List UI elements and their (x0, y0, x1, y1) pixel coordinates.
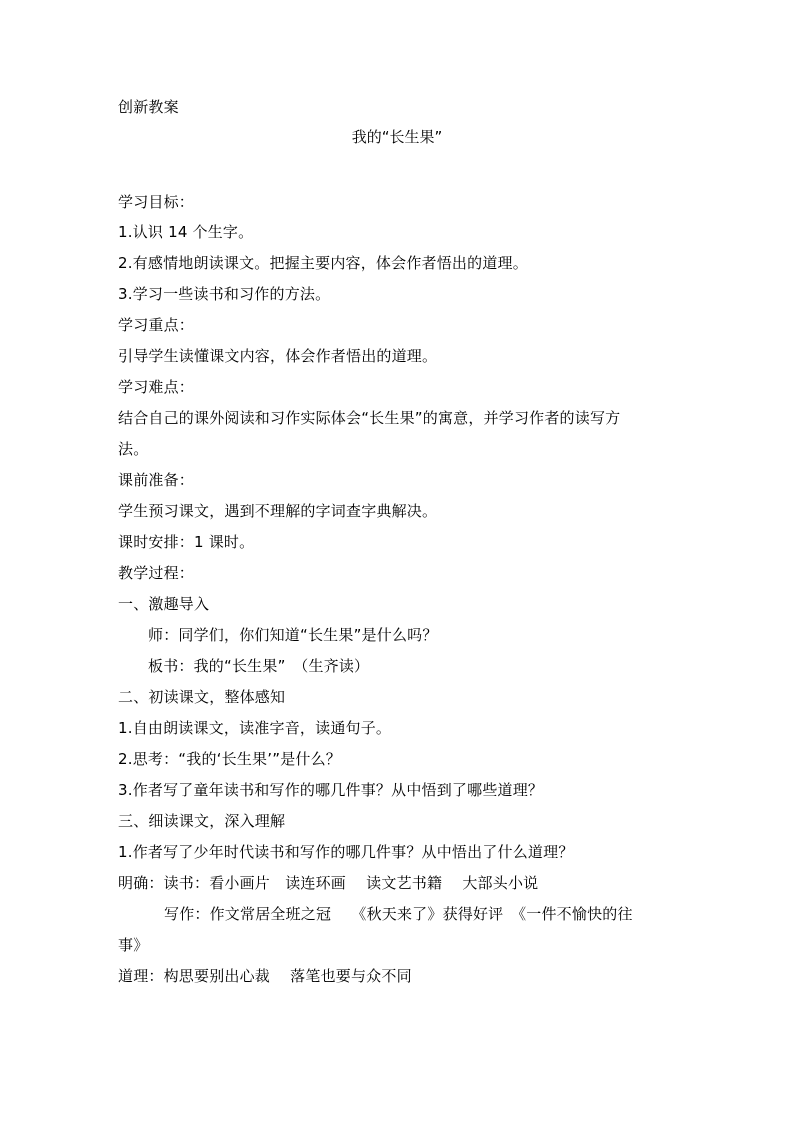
blackboard-text: 板书：我的“长生果” （生齐读） (148, 657, 370, 675)
clarify-writing-text-line-2: 事》 (118, 936, 149, 954)
section-heading-process: 教学过程： (118, 564, 195, 582)
objective-item-1: 1.认识 14 个生字。 (118, 223, 254, 241)
objective-item-2: 2.有感情地朗读课文。把握主要内容，体会作者悟出的道理。 (118, 254, 528, 272)
difficulties-text-line-2: 法。 (118, 440, 149, 458)
step-2-item-1: 1.自由朗读课文，读准字音，读通句子。 (118, 719, 392, 737)
class-hours-text: 课时安排：1 课时。 (118, 533, 255, 551)
objective-item-3: 3.学习一些读书和习作的方法。 (118, 285, 331, 303)
step-3-item-1: 1.作者写了少年时代读书和写作的哪几件事？从中悟出了什么道理？ (118, 843, 574, 861)
document-header-label: 创新教案 (118, 98, 179, 116)
teacher-question-text: 师：同学们，你们知道“长生果”是什么吗？ (148, 626, 438, 644)
principle-text: 道理：构思要别出心裁 落笔也要与众不同 (118, 967, 412, 985)
section-heading-difficulties: 学习难点： (118, 378, 195, 396)
section-heading-objectives: 学习目标： (118, 193, 195, 211)
process-step-3-heading: 三、细读课文，深入理解 (118, 812, 286, 830)
process-step-2-heading: 二、初读课文，整体感知 (118, 688, 286, 706)
difficulties-text-line-1: 结合自己的课外阅读和习作实际体会“长生果”的寓意，并学习作者的读写方 (118, 409, 621, 427)
process-step-1-heading: 一、激趣导入 (118, 595, 210, 613)
section-heading-preparation: 课前准备： (118, 471, 195, 489)
key-points-text: 引导学生读懂课文内容，体会作者悟出的道理。 (118, 347, 438, 365)
clarify-reading-text: 明确：读书：看小画片 读连环画 读文艺书籍 大部头小说 (118, 874, 539, 892)
step-2-item-3: 3.作者写了童年读书和写作的哪几件事？从中悟到了哪些道理？ (118, 781, 544, 799)
document-title: 我的“长生果” (351, 128, 443, 146)
section-heading-key-points: 学习重点： (118, 316, 195, 334)
clarify-writing-text-line-1: 写作：作文常居全班之冠 《秋天来了》获得好评 《一件不愉快的往 (164, 905, 633, 923)
step-2-item-2: 2.思考：“我的‘长生果’”是什么？ (118, 750, 341, 768)
preparation-text: 学生预习课文，遇到不理解的字词查字典解决。 (118, 502, 438, 520)
